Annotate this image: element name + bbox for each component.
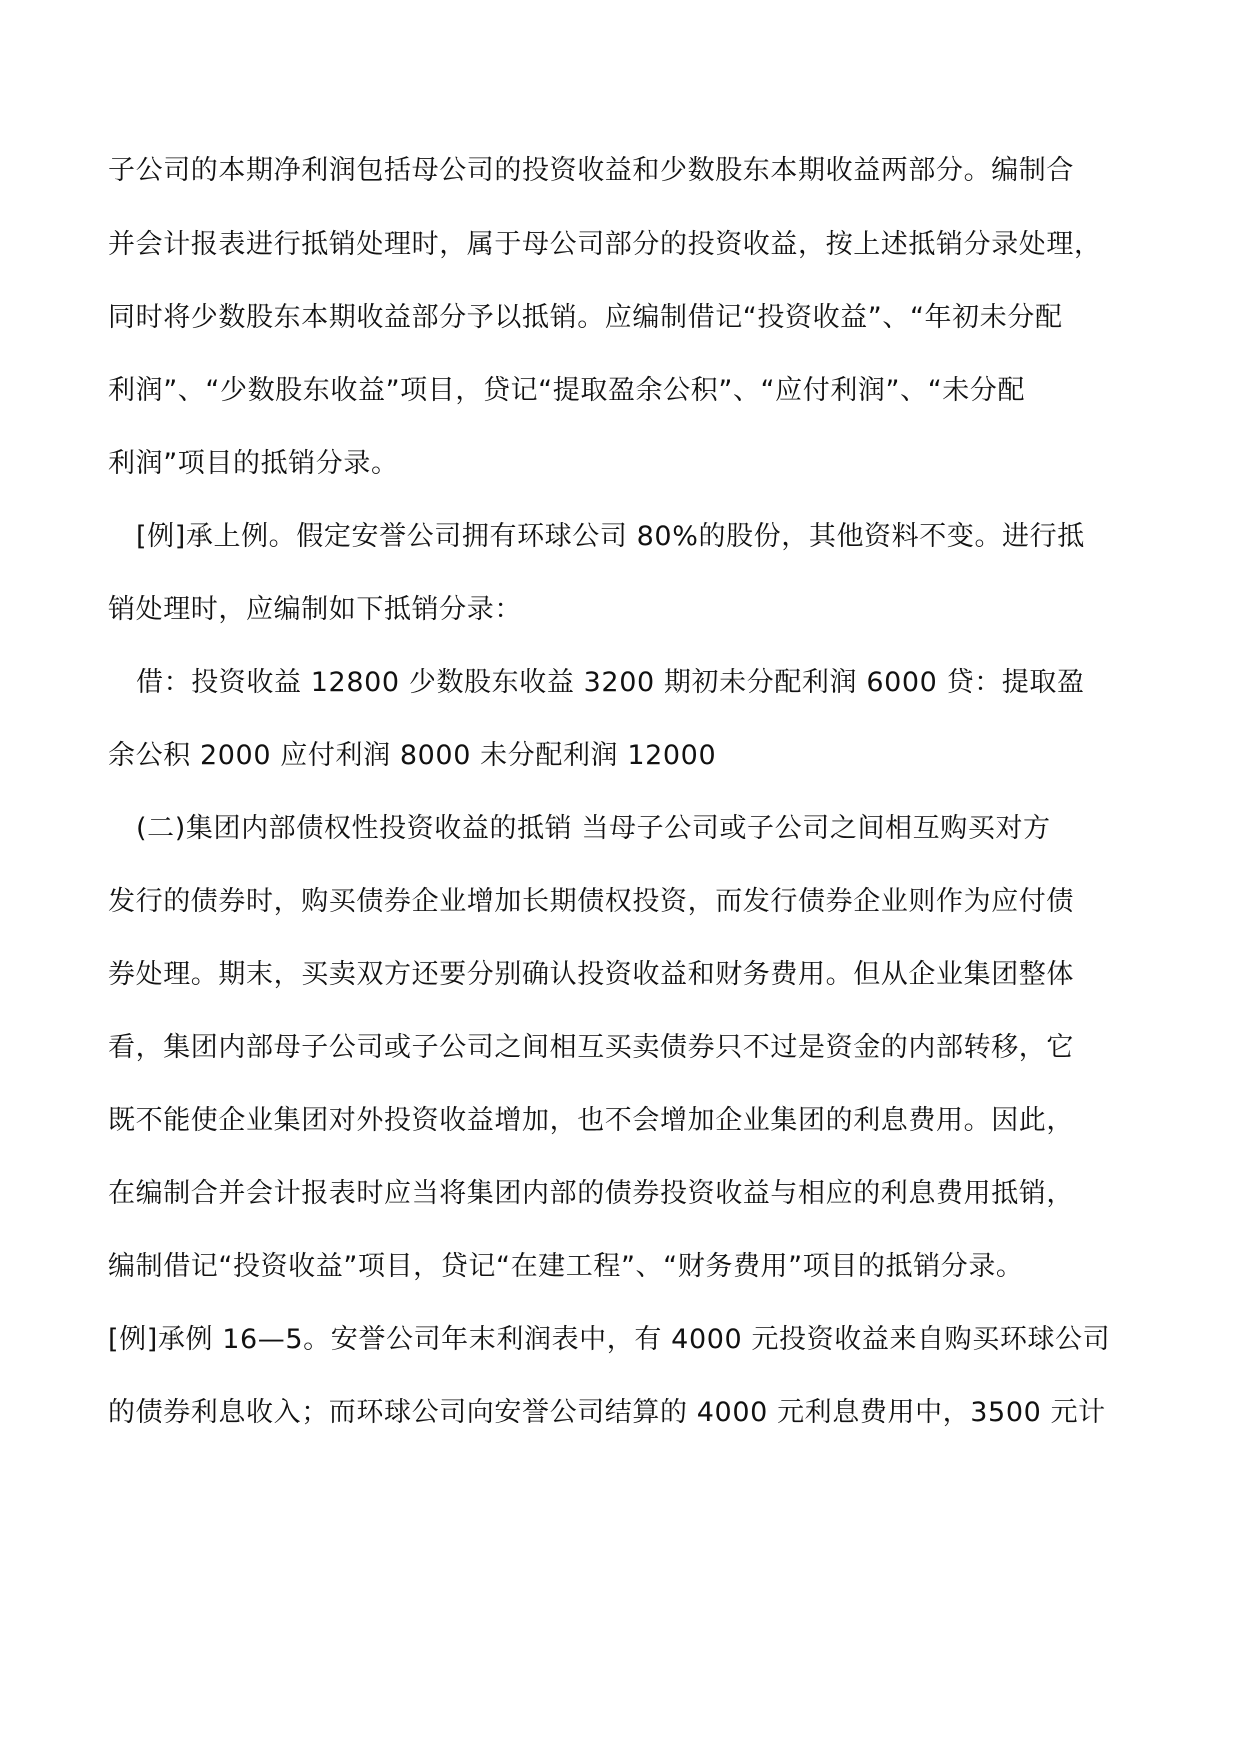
- text-line: 利润”项目的抵销分录。: [108, 448, 399, 479]
- text-line: 同时将少数股东本期收益部分予以抵销。应编制借记“投资收益”、“年初未分配: [108, 302, 1063, 333]
- text-line: 在编制合并会计报表时应当将集团内部的债券投资收益与相应的利息费用抵销，: [108, 1178, 1074, 1209]
- text-line: [例]承例 16—5。安誉公司年末利润表中，有 4000 元投资收益来自购买环球公司: [108, 1324, 1111, 1355]
- text-line: 余公积 2000 应付利润 8000 未分配利润 12000: [108, 740, 717, 771]
- text-line: 利润”、“少数股东收益”项目，贷记“提取盈余公积”、“应付利润”、“未分配: [108, 375, 1026, 406]
- text-line: (二)集团内部债权性投资收益的抵销 当母子公司或子公司之间相互购买对方: [136, 813, 1051, 844]
- text-line: 借：投资收益 12800 少数股东收益 3200 期初未分配利润 6000 贷：提取盈: [136, 667, 1085, 698]
- text-line: 看，集团内部母子公司或子公司之间相互买卖债券只不过是资金的内部转移，它: [108, 1032, 1074, 1063]
- text-line: 发行的债券时，购买债券企业增加长期债权投资，而发行债券企业则作为应付债: [108, 886, 1074, 917]
- text-line: 既不能使企业集团对外投资收益增加，也不会增加企业集团的利息费用。因此，: [108, 1105, 1074, 1136]
- text-line: 销处理时，应编制如下抵销分录：: [108, 594, 522, 625]
- text-line: 的债券利息收入；而环球公司向安誉公司结算的 4000 元利息费用中，3500 元计: [108, 1397, 1106, 1428]
- text-line: [例]承上例。假定安誉公司拥有环球公司 80%的股份，其他资料不变。进行抵: [136, 521, 1085, 552]
- text-line: 并会计报表进行抵销处理时，属于母公司部分的投资收益，按上述抵销分录处理，: [108, 229, 1102, 260]
- text-line: 编制借记“投资收益”项目，贷记“在建工程”、“财务费用”项目的抵销分录。: [108, 1251, 1024, 1282]
- text-line: 子公司的本期净利润包括母公司的投资收益和少数股东本期收益两部分。编制合: [108, 155, 1074, 186]
- text-line: 券处理。期末，买卖双方还要分别确认投资收益和财务费用。但从企业集团整体: [108, 959, 1074, 990]
